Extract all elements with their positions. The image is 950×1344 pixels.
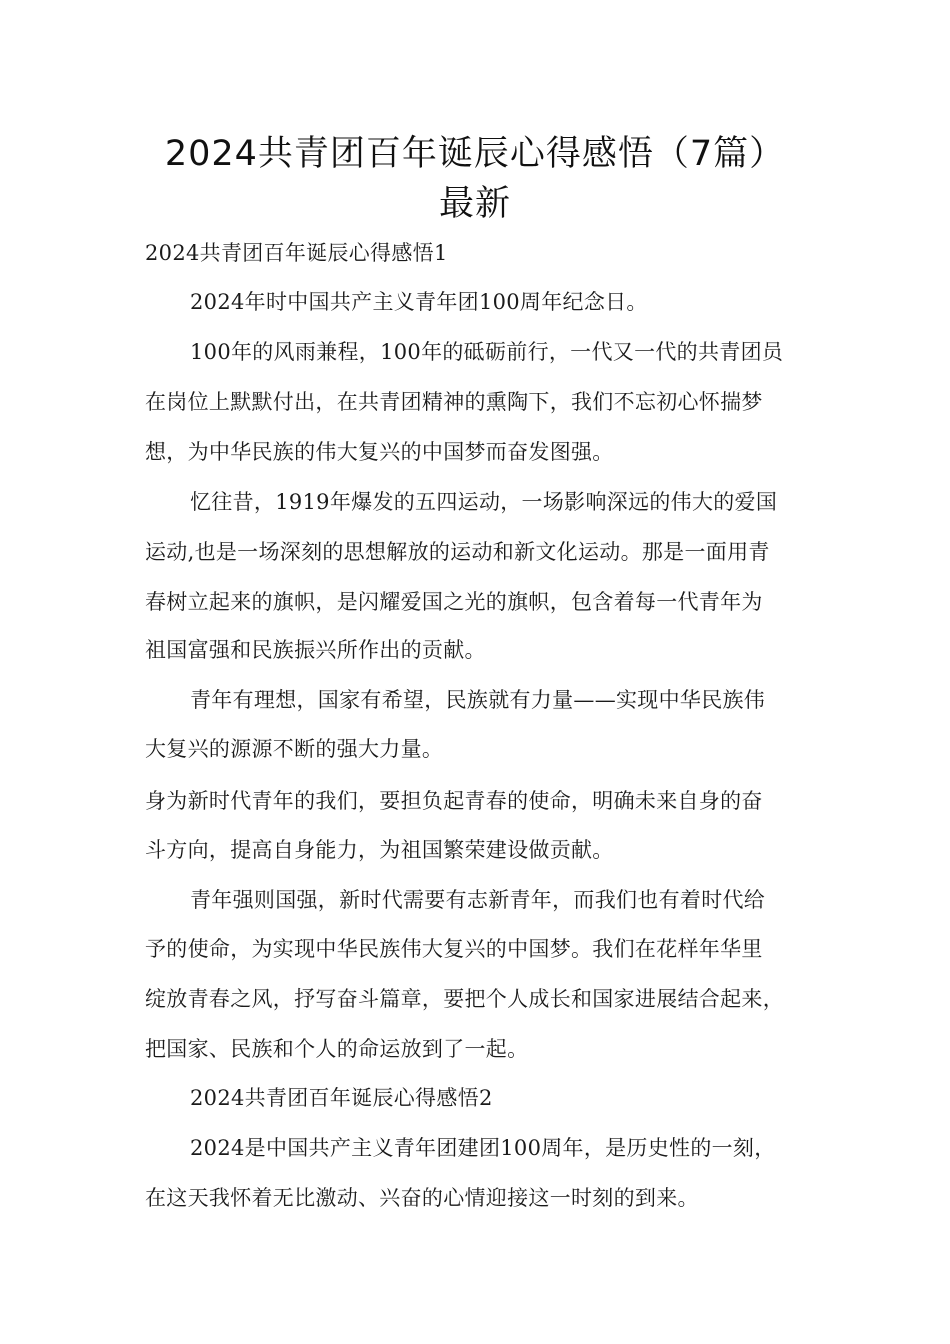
- text-line: 青年有理想，国家有希望，民族就有力量——实现中华民族伟: [190, 688, 766, 712]
- text-line: 运动,也是一场深刻的思想解放的运动和新文化运动。那是一面用青: [145, 540, 770, 564]
- section-heading-1: 2024共青团百年诞辰心得感悟1: [145, 241, 448, 265]
- text-line: 予的使命，为实现中华民族伟大复兴的中国梦。我们在花样年华里: [145, 937, 763, 961]
- text-line: 大复兴的源源不断的强大力量。: [145, 737, 444, 761]
- section-heading-2: 2024共青团百年诞辰心得感悟2: [190, 1086, 493, 1110]
- text-line: 100年的风雨兼程，100年的砥砺前行，一代又一代的共青团员: [190, 340, 784, 364]
- text-line: 在这天我怀着无比激动、兴奋的心情迎接这一时刻的到来。: [145, 1186, 699, 1210]
- text-line: 绽放青春之风，抒写奋斗篇章，要把个人成长和国家进展结合起来，: [145, 987, 784, 1011]
- text-line: 在岗位上默默付出，在共青团精神的熏陶下，我们不忘初心怀揣梦: [145, 390, 763, 414]
- text-line: 身为新时代青年的我们，要担负起青春的使命，明确未来自身的奋: [145, 789, 763, 813]
- document-title-line-1: 2024共青团百年诞辰心得感悟（7篇）: [164, 134, 786, 174]
- text-line: 2024是中国共产主义青年团建团100周年，是历史性的一刻，: [190, 1136, 776, 1160]
- text-line: 祖国富强和民族振兴所作出的贡献。: [145, 638, 486, 662]
- text-line: 春树立起来的旗帜，是闪耀爱国之光的旗帜，包含着每一代青年为: [145, 590, 763, 614]
- text-line: 青年强则国强，新时代需要有志新青年，而我们也有着时代给: [190, 888, 766, 912]
- document-title-line-2: 最新: [438, 184, 511, 224]
- text-line: 2024年时中国共产主义青年团100周年纪念日。: [190, 290, 648, 314]
- text-line: 忆往昔，1919年爆发的五四运动，一场影响深远的伟大的爱国: [190, 490, 778, 514]
- text-line: 想，为中华民族的伟大复兴的中国梦而奋发图强。: [145, 440, 614, 464]
- text-line: 斗方向，提高自身能力，为祖国繁荣建设做贡献。: [145, 838, 614, 862]
- text-line: 把国家、民族和个人的命运放到了一起。: [145, 1037, 529, 1061]
